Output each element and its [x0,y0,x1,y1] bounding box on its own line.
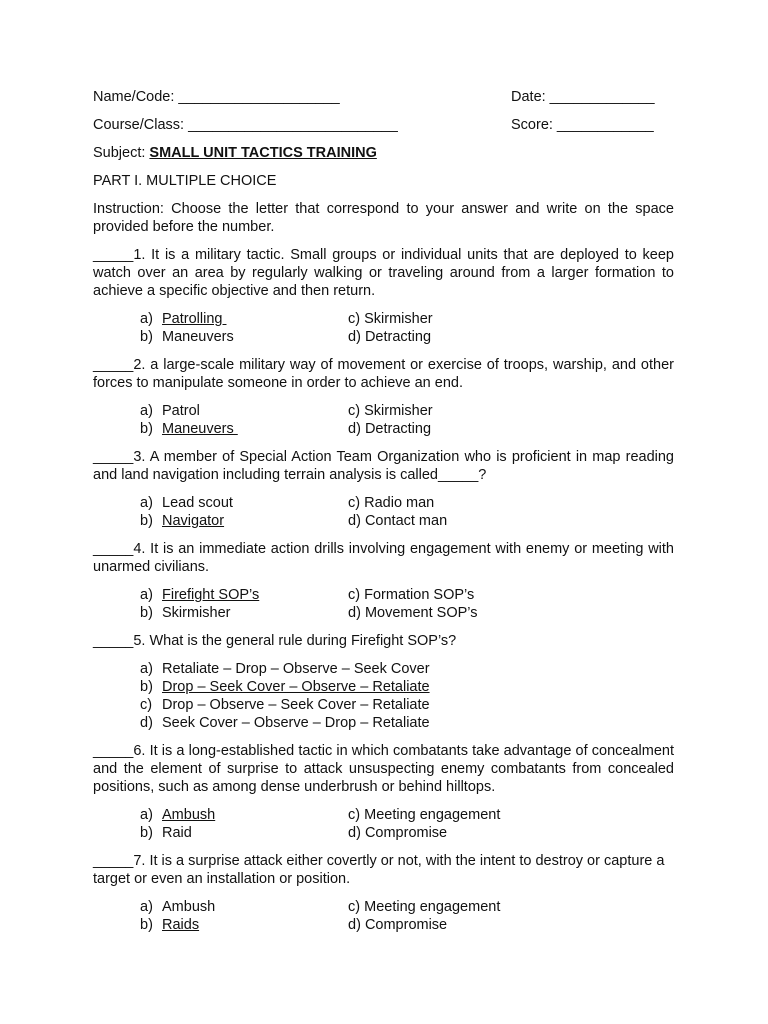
choice-d: d) Compromise [348,825,448,841]
choice-a: a) Patrol [140,403,200,419]
exam-sheet [93,88,674,944]
header-row-1 [93,88,674,116]
choice-b: b) Drop – Seek Cover – Observe – Retaliate [140,679,430,695]
question-stem: _____6. It is a long-established tactic in which combatants take advantage of concealment and the element of surprise to attack unsuspecting enemy combatants from concealed positions, such as among dense underbrush or behind hilltops. [93,743,674,795]
choice-d: d) Compromise [348,917,448,933]
question-2 [93,356,674,438]
header-row-2 [93,116,674,144]
question-stem: _____4. It is an immediate action drills involving engagement with enemy or meeting with unarmed civilians. [93,541,674,575]
question-stem: _____2. a large-scale military way of movement or exercise of troops, warship, and other forces to manipulate someone in order to achieve an end. [93,357,674,391]
choice-d: d) Seek Cover – Observe – Drop – Retaliate [140,715,430,731]
choice-a: a) Lead scout [140,495,233,511]
subject-value: SMALL UNIT TACTICS TRAINING [149,145,377,161]
date-field[interactable]: Date: _____________ [511,89,655,105]
choice-b: b) Maneuvers [140,329,234,345]
question-3 [93,448,674,530]
course-class-field[interactable]: Course/Class: __________________________ [93,117,398,133]
part-title: PART I. MULTIPLE CHOICE [93,173,277,189]
choice-d: d) Detracting [348,329,432,345]
choice-c: c) Radio man [348,495,435,511]
choice-c: c) Formation SOP’s [348,587,475,603]
instruction-text: Instruction: Choose the letter that correspond to your answer and write on the space provided before the number. [93,201,674,235]
question-stem: _____1. It is a military tactic. Small groups or individual units that are deployed to keep watch over an area by regularly walking or traveling around from a larger formation to achieve a specific objective and then return. [93,247,674,299]
choice-c: c) Meeting engagement [348,807,501,823]
subject-line [93,144,674,172]
choice-a: a) Firefight SOP’s [140,587,260,603]
choice-b: b) Raid [140,825,192,841]
score-field[interactable]: Score: ____________ [511,117,654,133]
name-code-field[interactable]: Name/Code: ____________________ [93,89,340,105]
choice-b: b) Raids [140,917,200,933]
question-1 [93,246,674,346]
question-stem: _____7. It is a surprise attack either covertly or not, with the intent to destroy or capture a target or even an installation or position. [93,853,665,887]
choice-c: c) Skirmisher [348,403,433,419]
choice-c: c) Drop – Observe – Seek Cover – Retaliate [140,697,430,713]
choice-c: c) Skirmisher [348,311,433,327]
choice-c: c) Meeting engagement [348,899,501,915]
question-6 [93,742,674,842]
question-stem: _____3. A member of Special Action Team Organization who is proficient in map reading and land navigation including terrain analysis is called_____? [93,449,674,483]
choice-d: d) Movement SOP’s [348,605,478,621]
choice-a: a) Patrolling [140,311,227,327]
choice-b: b) Maneuvers [140,421,238,437]
choice-a: a) Retaliate – Drop – Observe – Seek Cover [140,661,430,677]
choice-d: d) Contact man [348,513,448,529]
choice-b: b) Navigator [140,513,225,529]
question-7 [93,852,674,934]
question-4 [93,540,674,622]
choice-a: a) Ambush [140,807,216,823]
choice-d: d) Detracting [348,421,432,437]
choice-a: a) Ambush [140,899,216,915]
question-stem: _____5. What is the general rule during Firefight SOP’s? [93,633,457,649]
choice-b: b) Skirmisher [140,605,231,621]
subject-label: Subject: [93,145,150,161]
question-5 [93,632,674,732]
